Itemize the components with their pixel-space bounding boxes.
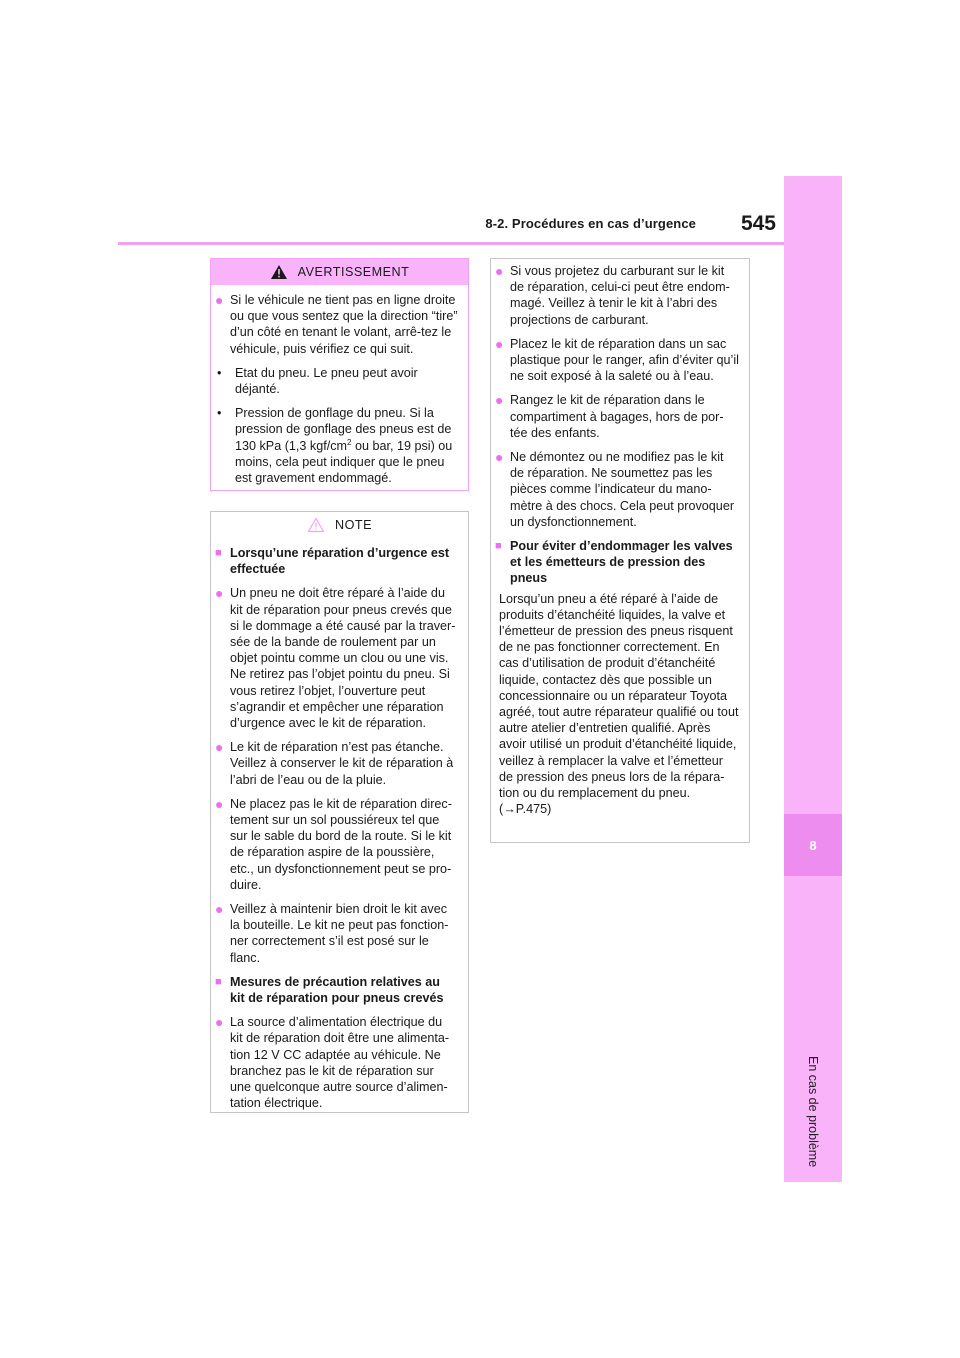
- bullet-icon: ●: [215, 901, 224, 918]
- bullet-icon: ●: [495, 335, 504, 352]
- bullet-icon: ●: [215, 585, 224, 602]
- note-continued-box: [490, 258, 750, 843]
- list-heading: ■ Mesures de précaution relatives au kit de réparation pour pneus crevés: [215, 974, 444, 1006]
- dot-icon: •: [217, 365, 222, 380]
- list-heading: ■ Pour éviter d’endommager les valves et les émetteurs de pression des pneus: [495, 539, 733, 586]
- list-item: ● Ne placez pas le kit de réparation direc-tement sur un sol poussiéreux tel que sur le sable du bord de la route. Si le kit de réparation aspire de la poussière, etc., un dysfonctionnement peut se pro-duire.: [215, 795, 452, 892]
- chapter-label: En cas de problème: [806, 1056, 820, 1168]
- list-item: ● Veillez à maintenir bien droit le kit avec la bouteille. Le kit ne peut pas fonction-ner correctement s’il est posé sur le flanc.: [215, 901, 449, 965]
- square-icon: ■: [495, 540, 502, 553]
- caution-triangle-icon: [307, 517, 325, 533]
- list-item: ● Si vous projetez du carburant sur le kit de réparation, celui-ci peut être endom-magé. Veillez à tenir le kit à l’abri des projections de carburant.: [495, 263, 730, 327]
- warning-box: [210, 258, 469, 491]
- bullet-icon: ●: [215, 292, 224, 308]
- list-item: • Pression de gonflage du pneu. Si la pression de gonflage des pneus est de 130 kPa (1,3 kgf/$cm^2$ ou bar, 19 psi) ou moins, cela peut indiquer que le pneu est gravement endommagé.: [217, 406, 453, 486]
- chapter-side-tab: [784, 176, 842, 1182]
- bullet-icon: ●: [495, 263, 504, 279]
- bullet-icon: ●: [215, 1014, 224, 1031]
- bullet-icon: ●: [495, 392, 504, 409]
- list-item: ● Un pneu ne doit être réparé à l’aide du kit de réparation pour pneus crevés que si le dommage a été causé par la traver-sée de la bande de roulement par un objet pointu comme un clou ou une vis. Ne retirez pas l’objet pointu du pneu. Si vous retirez l’objet, l’ouverture peut s’agrandir et empêcher une réparation d’urgence avec le kit de réparation.: [215, 585, 456, 731]
- list-item: ● La source d’alimentation électrique du kit de réparation doit être une alimenta-tion 12 V CC adaptée au véhicule. Ne branchez pas le kit de réparation sur une quelconque autre source d’alimen-tation électrique.: [215, 1014, 450, 1111]
- list-item: ● Le kit de réparation n’est pas étanche. Veillez à conserver le kit de réparation à l’abri de l’eau ou de la pluie.: [215, 739, 454, 787]
- list-item: ● Rangez le kit de réparation dans le compartiment à bagages, hors de por-tée des enfants.: [495, 392, 724, 440]
- paragraph: Lorsqu’un pneu a été réparé à l’aide de produits d’étanchéité liquides, la valve et l’émetteur de pression des pneus risquent de ne pas fonctionner correctement. En cas d’utilisation de produit d’étanchéité liquide, contactez dès que possible un concessionnaire ou un réparateur Toyota agréé, tout autre réparateur qualifié ou tout autre atelier d’entretien qualifié. Après avoir utilisé un produit d’étanchéité liquide, veillez à remplacer la valve et l’émetteur de pression des pneus lors de la répara-tion ou du remplacement du pneu. (→P.475): [499, 591, 739, 817]
- list-item: • Etat du pneu. Le pneu peut avoir déjanté.: [217, 365, 418, 397]
- square-icon: ■: [215, 975, 222, 988]
- list-heading: ■ Lorsqu’une réparation d’urgence est effectuée: [215, 546, 450, 577]
- header-rule: [118, 242, 784, 245]
- warning-title: AVERTISSEMENT: [297, 264, 410, 279]
- note-box: [210, 511, 469, 1113]
- bullet-icon: ●: [215, 795, 224, 812]
- page-number: 545: [740, 212, 776, 235]
- square-icon: ■: [215, 547, 222, 559]
- warning-triangle-icon: [270, 264, 288, 280]
- bullet-icon: ●: [495, 449, 504, 466]
- list-item: ● Si le véhicule ne tient pas en ligne droite ou que vous sentez que la direction “tire” d’un côté en tenant le volant, arrê-tez le véhicule, puis vérifiez ce qui suit.: [215, 292, 458, 356]
- warning-header: [211, 259, 468, 285]
- page-reference[interactable]: (→P.475): [499, 802, 552, 817]
- bullet-icon: ●: [215, 739, 224, 756]
- note-title: NOTE: [335, 517, 372, 532]
- list-item: ● Ne démontez ou ne modifiez pas le kit de réparation. Ne soumettez pas les pièces comme l’indicateur du mano-mètre à des chocs. Cela peut provoquer un dysfonctionnement.: [495, 449, 735, 529]
- chapter-number: 8: [784, 814, 842, 876]
- note-header: [211, 512, 468, 538]
- section-title: 8-2. Procédures en cas d’urgence: [485, 216, 696, 231]
- dot-icon: •: [217, 406, 222, 421]
- list-item: ● Placez le kit de réparation dans un sac plastique pour le ranger, afin d’éviter qu’il ne soit exposé à la saleté ou à l’eau.: [495, 335, 739, 384]
